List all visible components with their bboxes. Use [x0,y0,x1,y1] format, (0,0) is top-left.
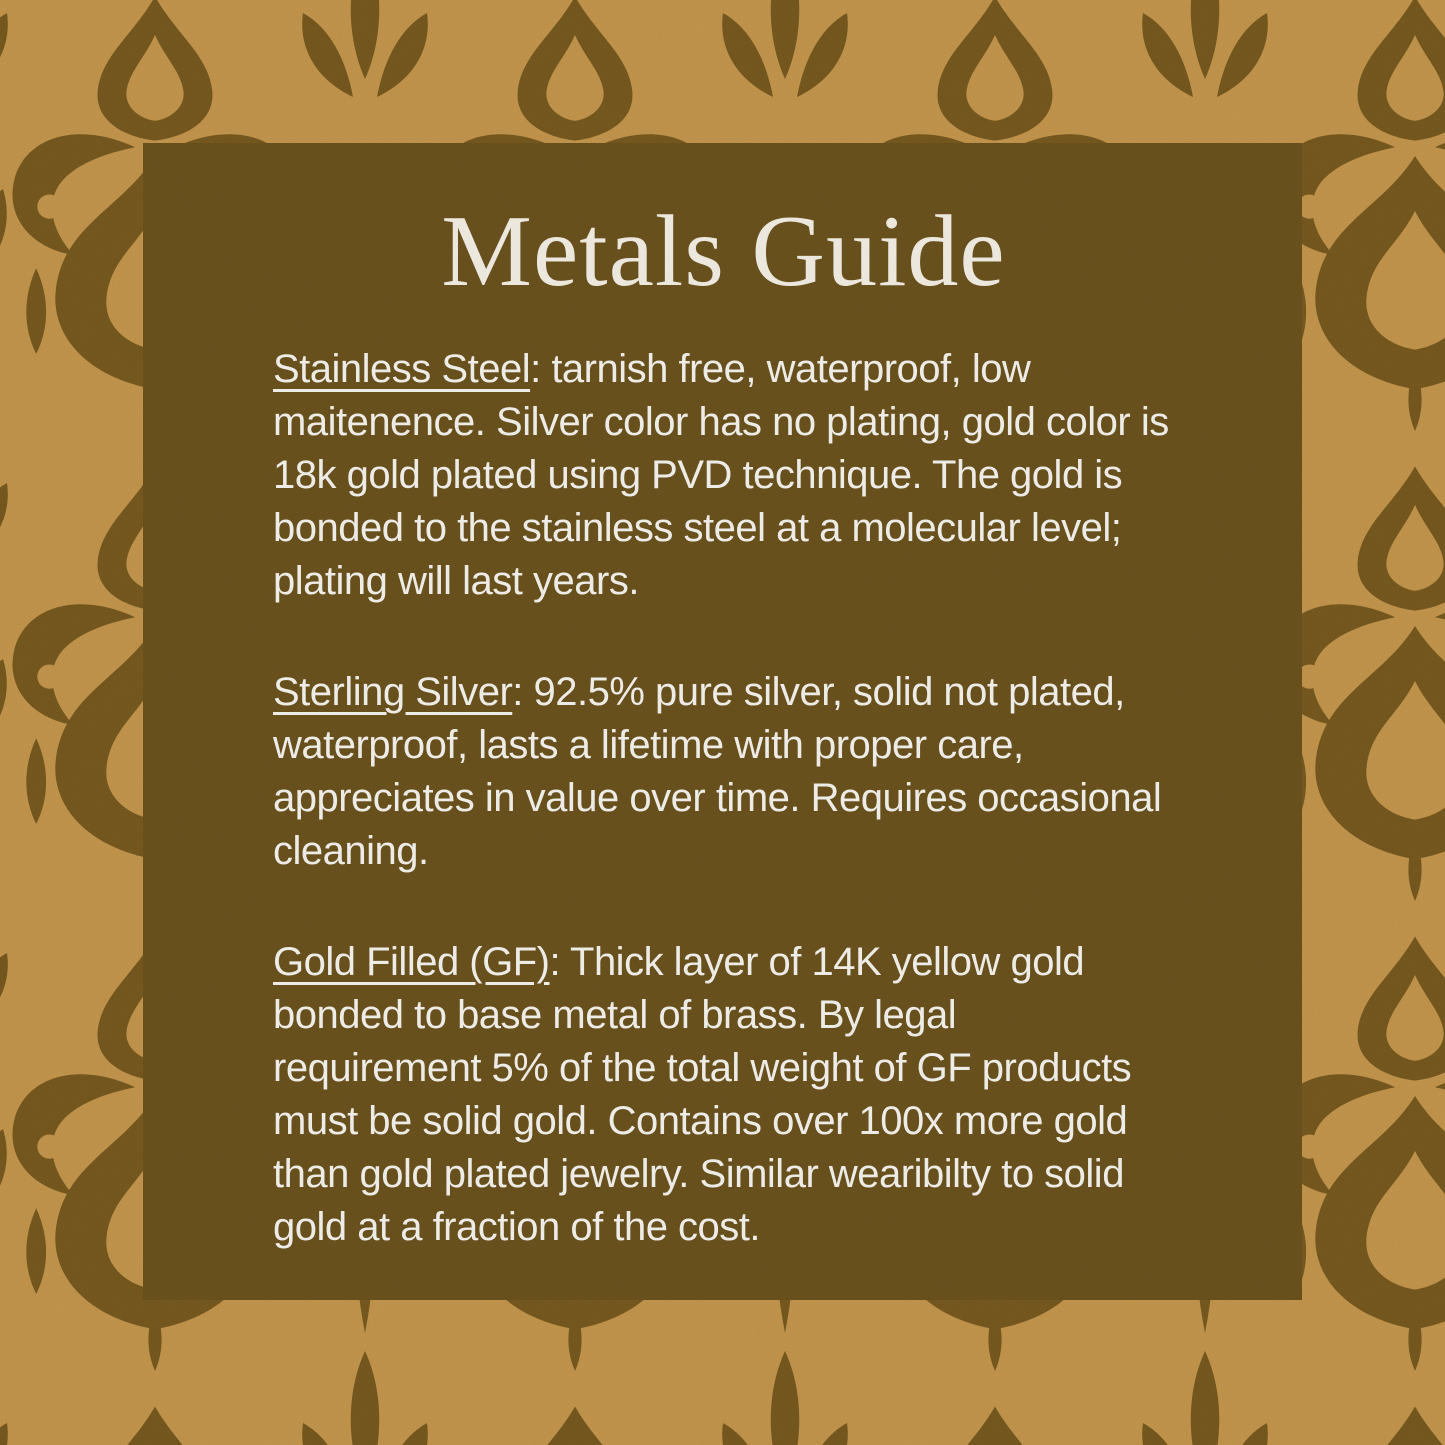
metal-description-gold-filled: : Thick layer of 14K yellow gold bonded to base metal of brass. By legal requirement 5% of the total weight of GF products must be solid gold. Contains over 100x more gold than gold plated jewelry. Similar wearibilty to solid gold at a fraction of the cost. [273,940,1132,1250]
metal-name-stainless-steel: Stainless Steel [273,347,531,392]
metal-description-stainless-steel: : tarnish free, waterproof, low maitenence. Silver color has no plating, gold color is 18k gold plated using PVD technique. The gold is bonded to the stainless steel at a molecular level; plating will last years. [273,347,1169,604]
page-title: Metals Guide [441,195,1006,308]
metal-section-sterling-silver [273,666,1174,878]
metal-description-sterling-silver: : 92.5% pure silver, solid not plated, waterproof, lasts a lifetime with proper care, appreciates in value over time. Requires occasional cleaning. [273,670,1162,874]
content-panel [143,143,1302,1300]
metal-name-gold-filled: Gold Filled (GF) [273,940,550,985]
metal-section-gold-filled [273,936,1174,1254]
metal-name-sterling-silver: Sterling Silver [273,670,513,715]
metal-section-stainless-steel [273,343,1174,608]
